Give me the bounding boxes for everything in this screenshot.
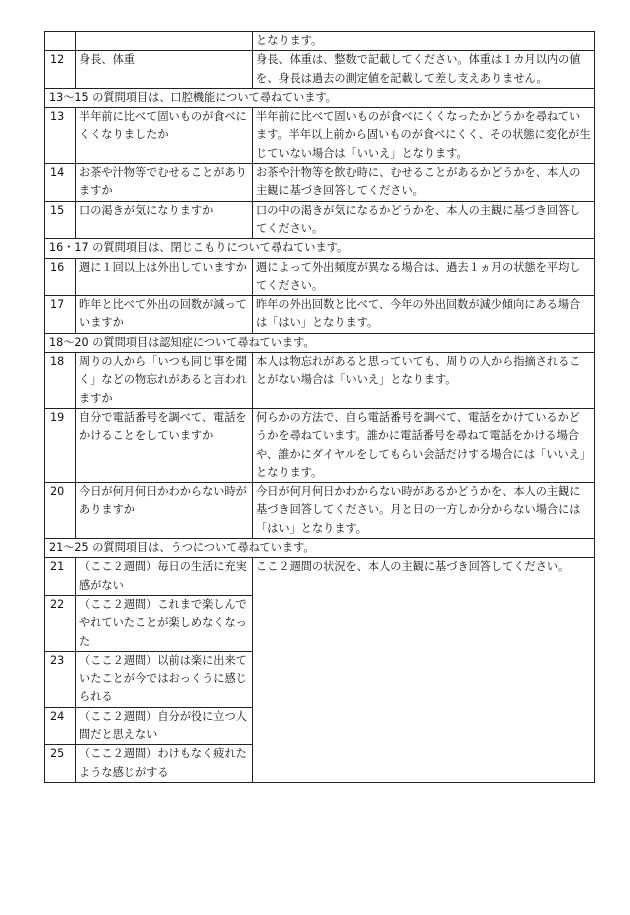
- table-row: [45, 258, 595, 296]
- number-cell-empty: [45, 32, 76, 51]
- item-number: 21: [45, 558, 76, 596]
- item-number: 18: [45, 353, 76, 409]
- table-row-continuation: [45, 32, 595, 51]
- note-text: 身長、体重は、整数で記載してください。体重は１カ月以内の値を、身長は過去の測定値を記載して差し支えありません。: [253, 51, 595, 89]
- item-number: 17: [45, 296, 76, 334]
- section-header-row: [45, 239, 595, 258]
- question-text: 半年前に比べて固いものが食べにくくなりましたか: [76, 108, 253, 164]
- note-cell: となります。: [253, 32, 595, 51]
- item-number: 14: [45, 164, 76, 202]
- table-row: [45, 483, 595, 539]
- question-text: （ここ２週間）自分が役に立つ人間だと思えない: [76, 707, 253, 745]
- table-row: [45, 51, 595, 89]
- item-number: 25: [45, 745, 76, 783]
- table-row: [45, 408, 595, 482]
- item-number: 19: [45, 408, 76, 482]
- question-text: （ここ２週間）わけもなく疲れたような感じがする: [76, 745, 253, 783]
- item-number: 24: [45, 707, 76, 745]
- question-text: 今日が何月何日かわからない時がありますか: [76, 483, 253, 539]
- section-header-row: [45, 539, 595, 558]
- item-number: 13: [45, 108, 76, 164]
- table-row: [45, 164, 595, 202]
- section-header-row: [45, 88, 595, 107]
- question-text: お茶や汁物等でむせることがありますか: [76, 164, 253, 202]
- item-number: 15: [45, 201, 76, 239]
- question-text: 週に１回以上は外出していますか: [76, 258, 253, 296]
- table-row: [45, 108, 595, 164]
- question-cell-empty: [76, 32, 253, 51]
- question-text: （ここ２週間）以前は楽に出来ていたことが今ではおっくうに感じられる: [76, 651, 253, 707]
- note-text: 昨年の外出回数と比べて、今年の外出回数が減少傾向にある場合は「はい」となります。: [253, 296, 595, 334]
- questionnaire-guide-table: [44, 31, 595, 783]
- note-text: 口の中の渇きが気になるかどうかを、本人の主観に基づき回答してください。: [253, 201, 595, 239]
- table-row: [45, 201, 595, 239]
- note-text: 半年前に比べて固いものが食べにくくなったかどうかを尋ねています。半年以上前から固いものが食べにくく、その状態に変化が生じていない場合は「いいえ」となります。: [253, 108, 595, 164]
- question-text: （ここ２週間）毎日の生活に充実感がない: [76, 558, 253, 596]
- question-text: 自分で電話番号を調べて、電話をかけることをしていますか: [76, 408, 253, 482]
- question-text: 昨年と比べて外出の回数が減っていますか: [76, 296, 253, 334]
- item-number: 23: [45, 651, 76, 707]
- question-text: 周りの人から「いつも同じ事を聞く」などの物忘れがあると言われますか: [76, 353, 253, 409]
- table-row: [45, 558, 595, 596]
- section-header: 16・17 の質問項目は、閉じこもりについて尋ねています。: [45, 239, 595, 258]
- table-row: [45, 296, 595, 334]
- note-text: 何らかの方法で、自ら電話番号を調べて、電話をかけているかどうかを尋ねています。誰かに電話番号を尋ねて電話をかける場合や、誰かにダイヤルをしてもらい会話だけする場合には「いいえ」となります。: [253, 408, 595, 482]
- section-header: 21～25 の質問項目は、うつについて尋ねています。: [45, 539, 595, 558]
- item-number: 20: [45, 483, 76, 539]
- note-text: ここ２週間の状況を、本人の主観に基づき回答してください。: [253, 558, 595, 783]
- item-number: 22: [45, 595, 76, 651]
- section-header-row: [45, 333, 595, 352]
- question-text: （ここ２週間）これまで楽しんでやれていたことが楽しめなくなった: [76, 595, 253, 651]
- note-text: 週によって外出頻度が異なる場合は、過去１ヵ月の状態を平均してください。: [253, 258, 595, 296]
- note-text: 本人は物忘れがあると思っていても、周りの人から指摘されることがない場合は「いいえ」となります。: [253, 353, 595, 409]
- table-row: [45, 353, 595, 409]
- note-text: 今日が何月何日かわからない時があるかどうかを、本人の主観に基づき回答してください。月と日の一方しか分からない場合には「はい」となります。: [253, 483, 595, 539]
- section-header: 18～20 の質問項目は認知症について尋ねています。: [45, 333, 595, 352]
- note-text: お茶や汁物等を飲む時に、むせることがあるかどうかを、本人の主観に基づき回答してください。: [253, 164, 595, 202]
- item-number: 16: [45, 258, 76, 296]
- question-text: 身長、体重: [76, 51, 253, 89]
- item-number: 12: [45, 51, 76, 89]
- section-header: 13～15 の質問項目は、口腔機能について尋ねています。: [45, 88, 595, 107]
- question-text: 口の渇きが気になりますか: [76, 201, 253, 239]
